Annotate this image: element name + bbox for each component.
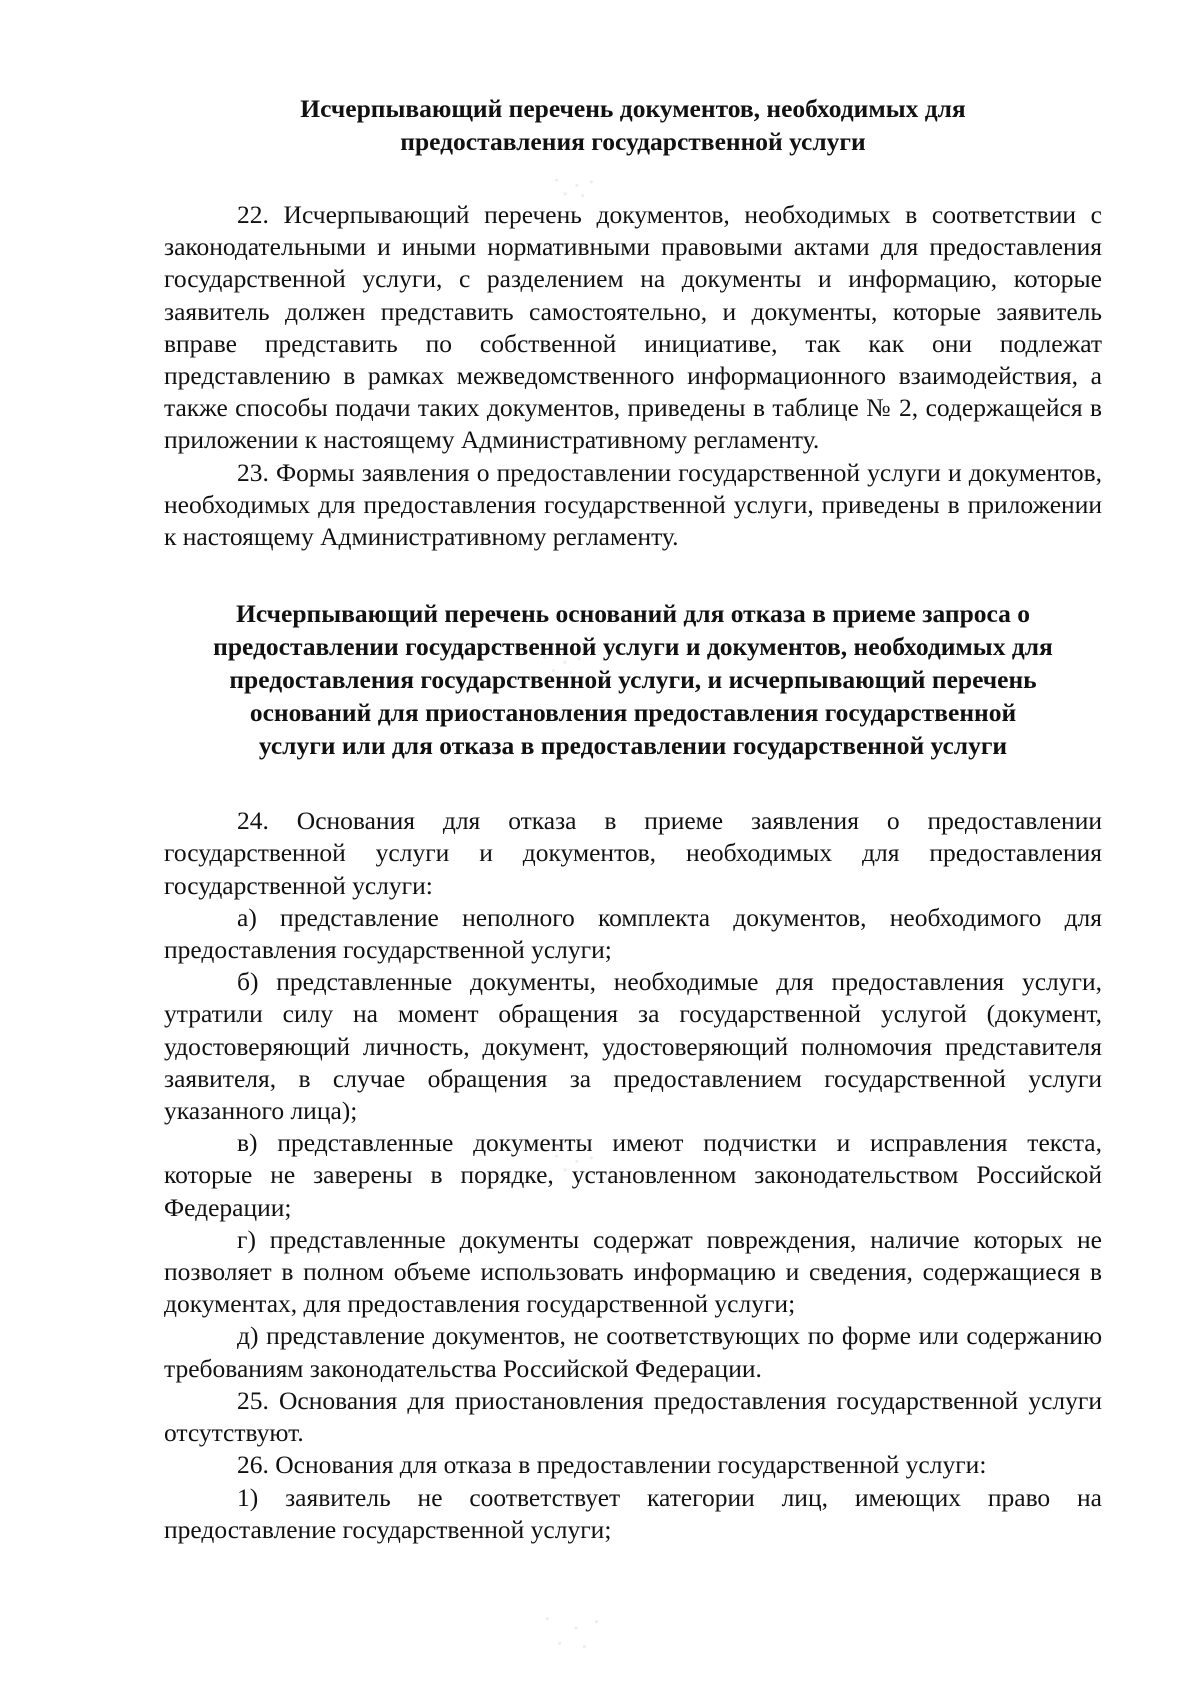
heading-line: Исчерпывающий перечень документов, необходимых для xyxy=(300,94,966,123)
paragraph-24-a: а) представление неполного комплекта документов, необходимого для предоставления государственной услуги; xyxy=(164,902,1102,965)
paragraph-24-b: б) представленные документы, необходимые для предоставления услуги, утратили силу на момент обращения за государственной услугой (документ, удостоверяющий личность, документ, удостоверяющий полномочия представителя заявителя, в случае обращения за предоставлением государственной услуги указанного лица); xyxy=(164,967,1102,1126)
heading-line: Исчерпывающий перечень оснований для отказа в приеме запроса о xyxy=(235,599,1031,629)
scan-stamp-mark xyxy=(531,1600,613,1662)
heading-line: оснований для приостановления предоставления государственной xyxy=(249,698,1017,728)
paragraph-24-g: г) представленные документы содержат повреждения, наличие которых не позволяет в полном объеме использовать информацию и сведения, содержащиеся в документах, для предоставления государственной услуги; xyxy=(164,1224,1102,1319)
paragraph-22: 22. Исчерпывающий перечень документов, необходимых в соответствии с законодательными и иными нормативными правовыми актами для предоставления государственной услуги, с разделением на документы и информацию, которые заявитель должен представить самостоятельно, и документы, которые заявитель вправе представить по собственной инициативе, так как они подлежат представлению в рамках межведомственного информационного взаимодействия, а также способы подачи таких документов, приведены в таблице № 2, содержащейся в приложении к настоящему Административному регламенту. xyxy=(164,200,1102,455)
section-heading-document-list xyxy=(164,92,1102,158)
paragraph-26-1: 1) заявитель не соответствует категории лиц, имеющих право на предоставление государственной услуги; xyxy=(164,1482,1102,1544)
paragraph-26: 26. Основания для отказа в предоставлении государственной услуги: xyxy=(237,1450,987,1480)
heading-line: услуги или для отказа в предоставлении государственной услуги xyxy=(258,731,1008,761)
paragraph-23: 23. Формы заявления о предоставлении государственной услуги и документов, необходимых для предоставления государственной услуги, приведены в приложении к настоящему Административному регламенту. xyxy=(164,457,1102,552)
paragraph-24-v: в) представленные документы имеют подчистки и исправления текста, которые не заверены в порядке, установленном законодательством Российской Федерации; xyxy=(164,1128,1102,1222)
paragraph-25: 25. Основания для приостановления предоставления государственной услуги отсутствуют. xyxy=(164,1385,1102,1448)
paragraph-24-d: д) представление документов, не соответствующих по форме или содержанию требованиям законодательства Российской Федерации. xyxy=(164,1321,1102,1383)
document-content xyxy=(164,92,1102,1546)
section-heading-refusal-grounds xyxy=(164,597,1102,762)
paragraph-24: 24. Основания для отказа в приеме заявления о предоставлении государственной услуги и документов, необходимых для предоставления государственной услуги: xyxy=(164,806,1102,900)
heading-line: предоставления государственной услуги xyxy=(400,127,866,156)
heading-line: предоставления государственной услуги, и исчерпывающий перечень xyxy=(229,665,1037,695)
heading-line: предоставлении государственной услуги и документов, необходимых для xyxy=(213,632,1053,662)
